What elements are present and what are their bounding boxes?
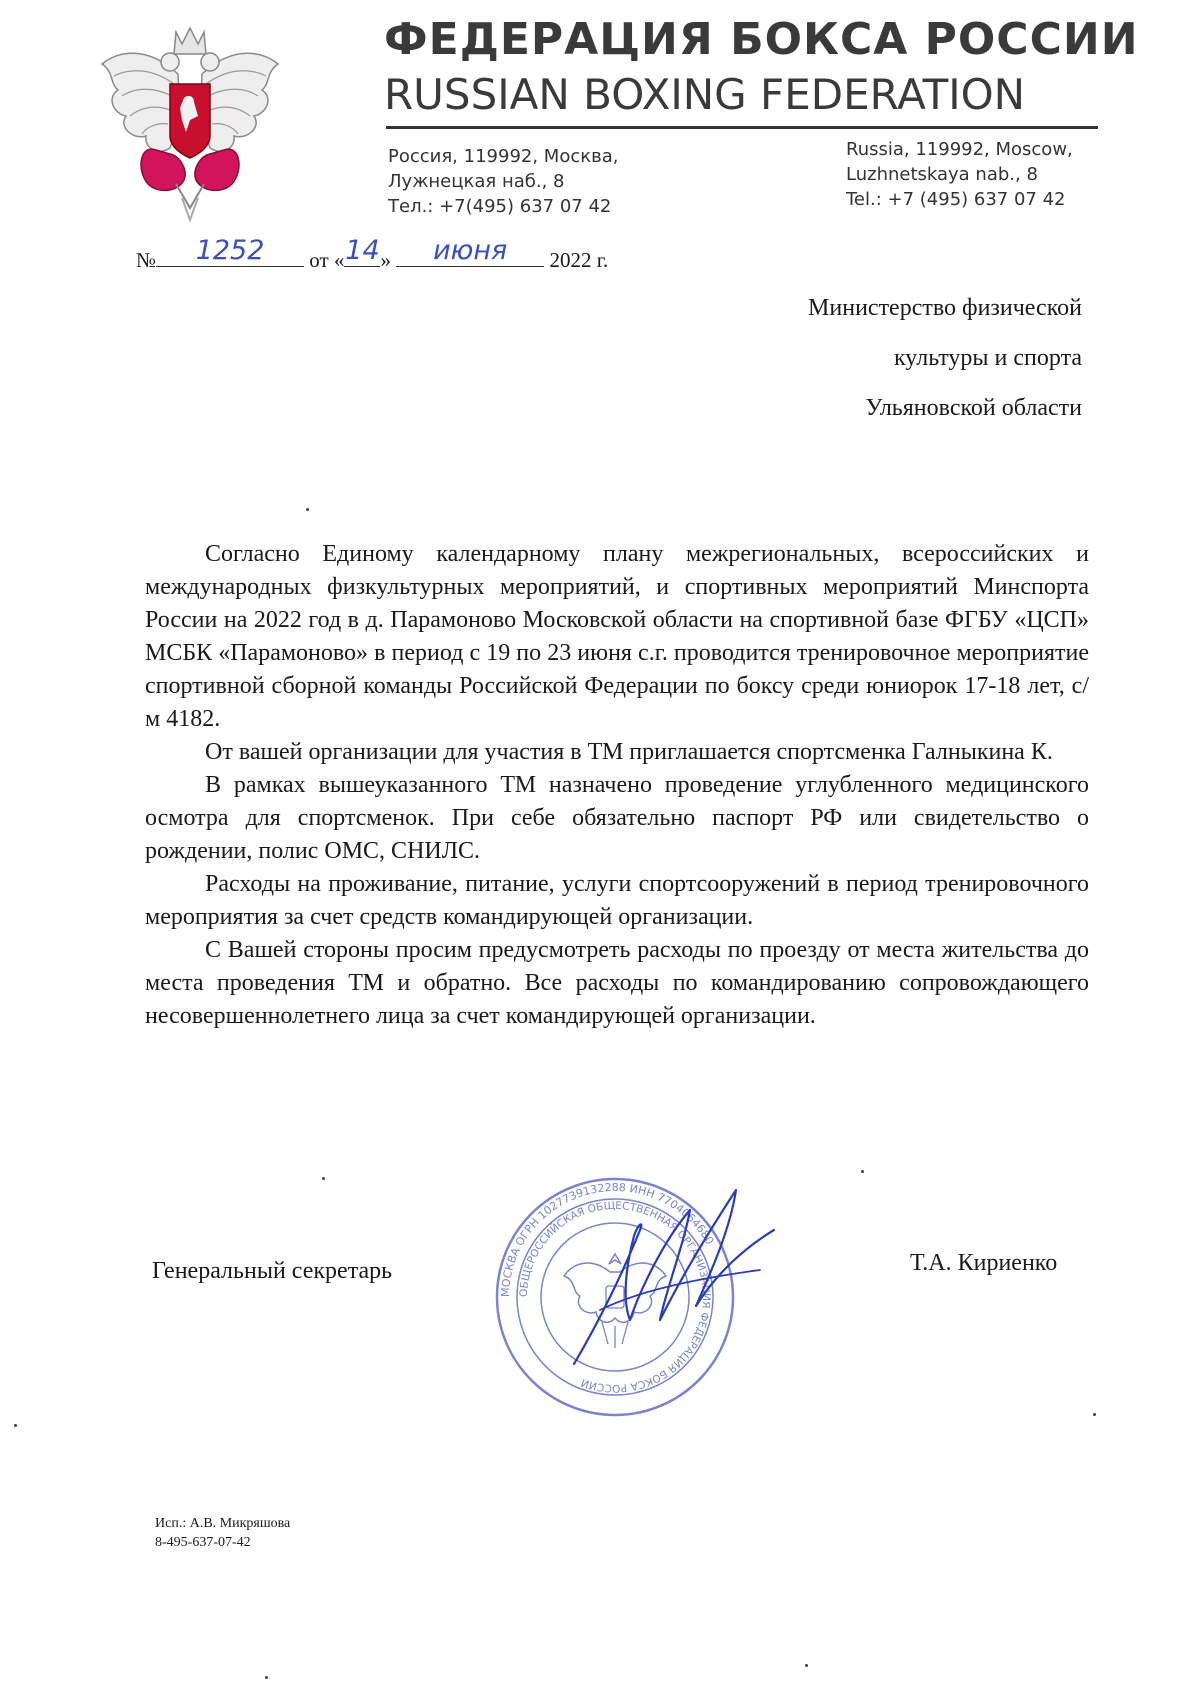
body-paragraph: Согласно Единому календарному плану межрегиональных, всероссийских и международных физкультурных мероприятий, и спортивных мероприятий Минспорта России на 2022 год в д. Парамоново Московской области на спортивной базе ФГБУ «ЦСП» МСБК «Парамоново» в период с 19 по 23 июня с.г. проводится тренировочное мероприятие спортивной сборной команды Российской Федерации по боксу среди юниорок 17-18 лет, с/м 4182. bbox=[145, 541, 1089, 732]
stamp-middle-text: ОБЩЕРОССИЙСКАЯ ОБЩЕСТВЕННАЯ ОРГАНИЗАЦИЯ ФЕДЕРАЦИЯ БОКСА РОССИИ bbox=[517, 1199, 713, 1395]
scan-speck bbox=[805, 1664, 808, 1667]
address-line: Лужнецкая наб., 8 bbox=[388, 171, 565, 192]
scan-speck bbox=[265, 1676, 268, 1679]
day-blank bbox=[344, 235, 380, 267]
body-paragraph: От вашей организации для участия в ТМ приглашается спортсменка Галныкина К. bbox=[205, 739, 1053, 765]
handwritten-number: 1252 bbox=[195, 235, 265, 266]
address-ru bbox=[388, 144, 618, 219]
recipient-line: Министерство физической bbox=[808, 295, 1082, 321]
scan-speck bbox=[14, 1424, 17, 1427]
address-line: Russia, 119992, Moscow, bbox=[846, 139, 1073, 160]
letterhead-rule bbox=[386, 126, 1098, 129]
handwritten-month: июня bbox=[433, 235, 508, 266]
month-blank bbox=[396, 235, 544, 267]
body-paragraph: Расходы на проживание, питание, услуги спортсооружений в период тренировочного мероприятия за счет средств командирующей организации. bbox=[145, 871, 1089, 930]
org-name-ru: ФЕДЕРАЦИЯ БОКСА РОССИИ bbox=[384, 14, 1139, 65]
address-line: Luzhnetskaya nab., 8 bbox=[846, 164, 1038, 185]
body-paragraph: В рамках вышеуказанного ТМ назначено проведение углубленного медицинского осмотра для спортсменок. При себе обязательно паспорт РФ или свидетельство о рождении, полис ОМС, СНИЛС. bbox=[145, 772, 1089, 864]
reference-line bbox=[136, 235, 609, 273]
handwritten-day: 14 bbox=[345, 235, 380, 266]
scan-speck bbox=[322, 1177, 325, 1180]
signatory-name: Т.А. Кириенко bbox=[910, 1250, 1058, 1276]
number-blank bbox=[156, 235, 304, 267]
recipient-block bbox=[808, 283, 1082, 433]
address-line: Тел.: +7(495) 637 07 42 bbox=[388, 196, 612, 217]
letter-body bbox=[145, 538, 1089, 1033]
close-quote: » bbox=[380, 248, 391, 272]
scan-speck bbox=[1093, 1413, 1096, 1416]
federation-emblem bbox=[96, 24, 284, 224]
address-line: Россия, 119992, Москва, bbox=[388, 146, 619, 167]
body-paragraph: С Вашей стороны просим предусмотреть расходы по проезду от места жительства до места проведения ТМ и обратно. Все расходы по командированию сопровождающего несовершеннолетнего лица за счет командирующей организации. bbox=[145, 937, 1089, 1029]
signatory-title: Генеральный секретарь bbox=[152, 1258, 393, 1284]
from-label: от « bbox=[309, 248, 345, 272]
executor-name: Исп.: А.В. Микряшова bbox=[155, 1516, 291, 1531]
address-en bbox=[846, 137, 1073, 212]
recipient-line: Ульяновской области bbox=[865, 395, 1082, 421]
address-line: Tel.: +7 (495) 637 07 42 bbox=[846, 189, 1066, 210]
recipient-line: культуры и спорта bbox=[893, 345, 1082, 371]
scan-speck bbox=[861, 1170, 864, 1173]
scan-speck bbox=[306, 508, 309, 511]
org-name-en: RUSSIAN BOXING FEDERATION bbox=[384, 70, 1026, 119]
stamp-outer-text: МОСКВА ОГРН 1027739132288 ИНН 7704064680 bbox=[498, 1180, 717, 1298]
handwritten-signature bbox=[560, 1170, 780, 1390]
number-label: № bbox=[136, 248, 157, 272]
executor-phone: 8-495-637-07-42 bbox=[155, 1535, 251, 1550]
executor-block bbox=[155, 1514, 290, 1552]
year: 2022 г. bbox=[549, 248, 609, 272]
